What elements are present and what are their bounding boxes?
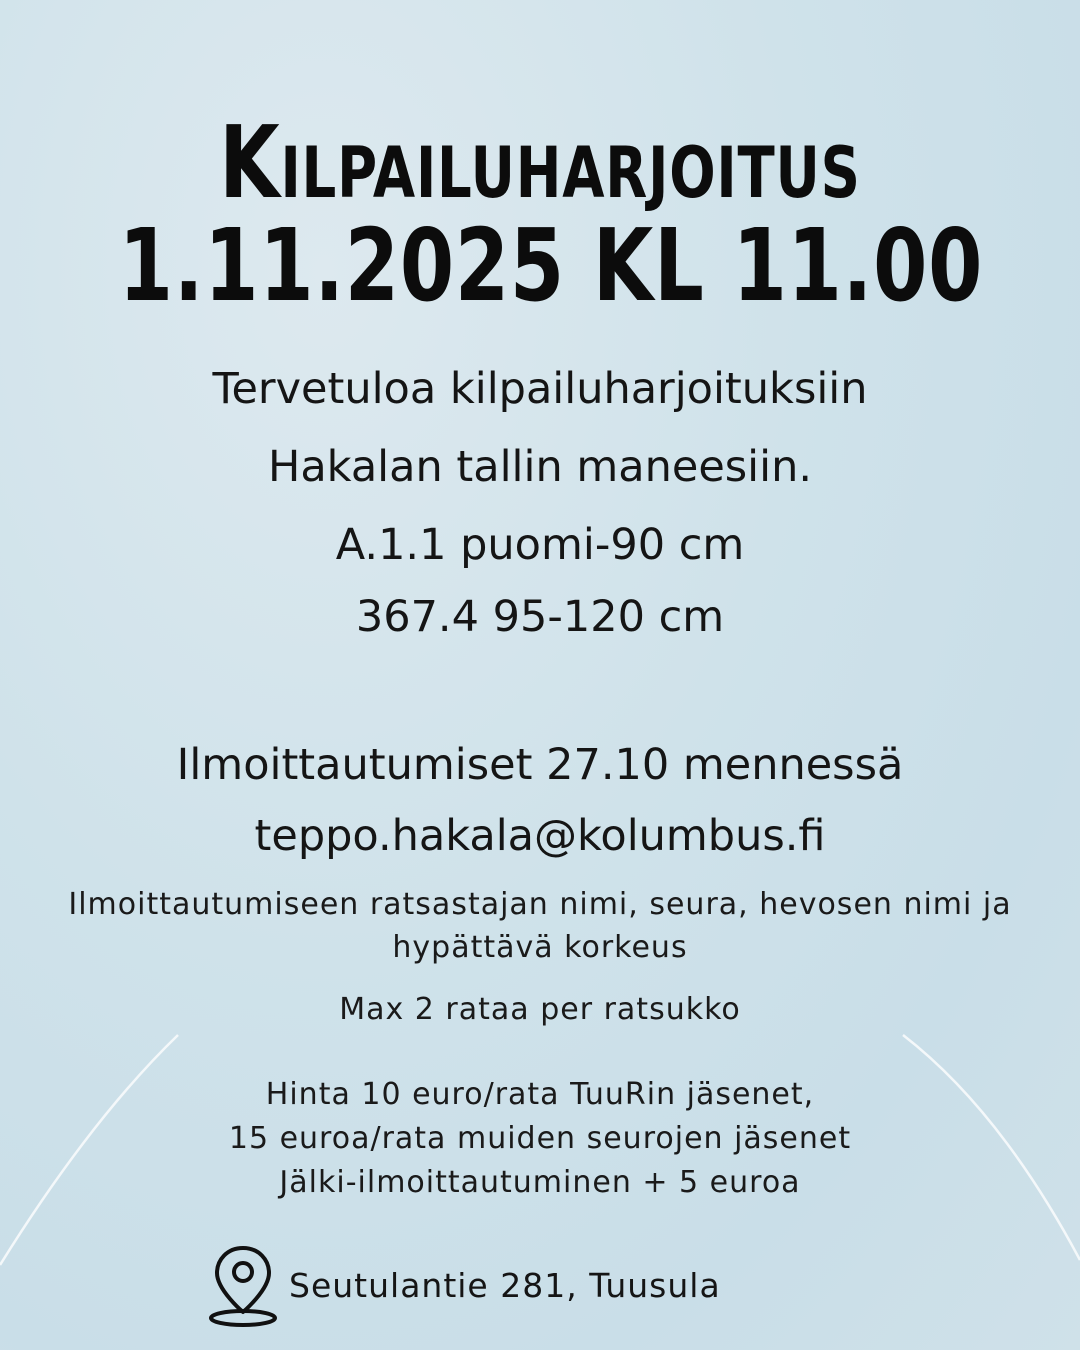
page-title-line2: 1.11.2025 KL 11.00 (118, 207, 984, 324)
class-1-text: A.1.1 puomi-90 cm (335, 520, 745, 570)
location-pin-icon (205, 1240, 281, 1330)
page-title-line1: Kilpailuharjoitus (219, 104, 861, 221)
registration-info-line2: hypättävä korkeus (392, 930, 688, 965)
price-line2: 15 euroa/rata muiden seurojen jäsenet (228, 1121, 852, 1156)
max-rounds-text: Max 2 rataa per ratsukko (339, 992, 741, 1027)
welcome-text: Tervetuloa kilpailuharjoituksiin (212, 364, 868, 414)
price-line3: Jälki-ilmoittautuminen + 5 euroa (279, 1165, 801, 1200)
class-2-text: 367.4 95-120 cm (355, 592, 725, 642)
address-text: Seutulantie 281, Tuusula (289, 1265, 721, 1305)
venue-text: Hakalan tallin maneesiin. (268, 442, 812, 492)
registration-info-line1: Ilmoittautumiseen ratsastajan nimi, seura, hevosen nimi ja (68, 887, 1012, 922)
registration-email[interactable]: teppo.hakala@kolumbus.fi (254, 811, 826, 861)
price-line1: Hinta 10 euro/rata TuuRin jäsenet, (265, 1077, 815, 1112)
registration-deadline: Ilmoittautumiset 27.10 mennessä (176, 740, 904, 790)
address-row (205, 1240, 721, 1330)
